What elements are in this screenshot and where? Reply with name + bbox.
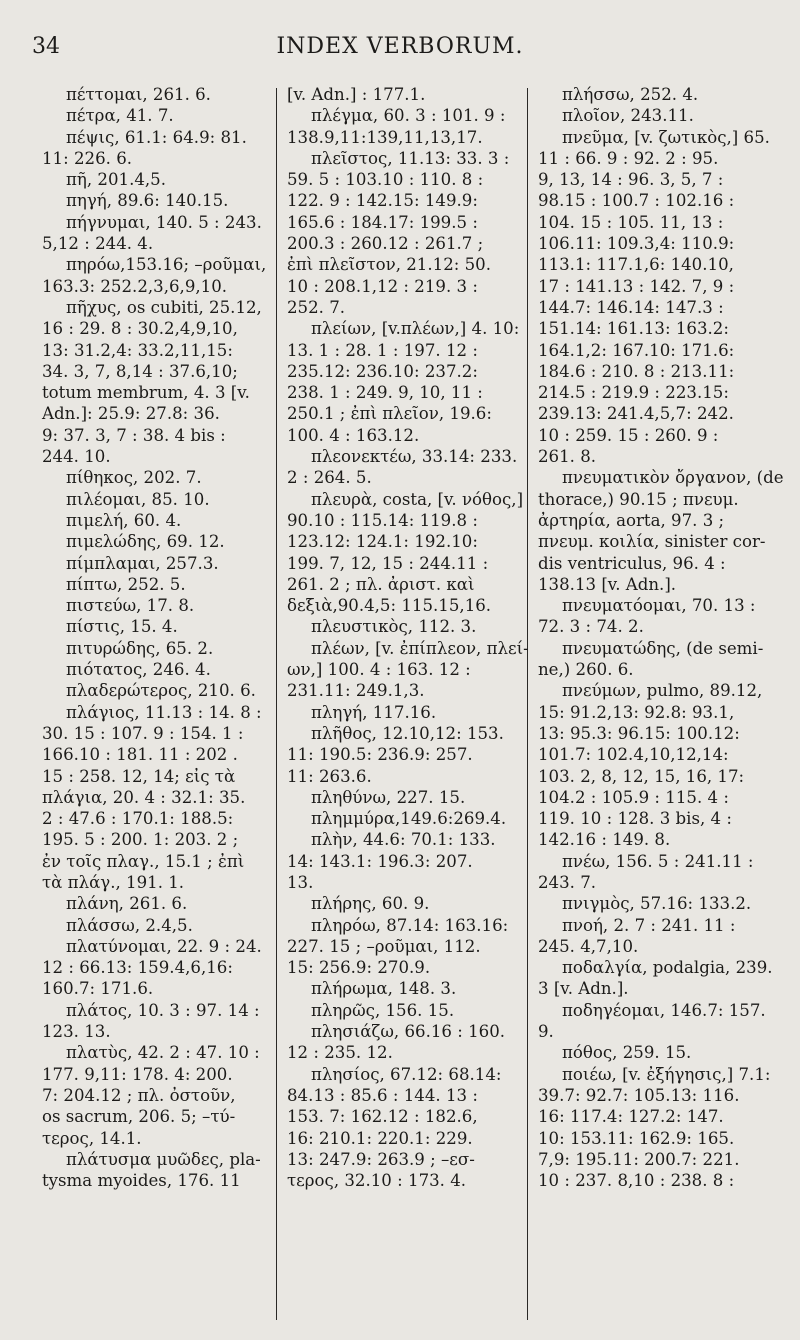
index-entry-start: πηρόω,153.16; –ροῦμαι, — [66, 255, 267, 275]
index-entry-continuation: 10 : 237. 8,10 : 238. 8 : — [538, 1171, 735, 1191]
index-entry-continuation: 12 : 235. 12. — [287, 1043, 393, 1063]
index-entry-start: πέψις, 61.1: 64.9: 81. — [66, 127, 247, 147]
index-entry-start: πέτρα, 41. 7. — [66, 106, 174, 126]
index-entry-continuation: 160.7: 171.6. — [42, 979, 154, 999]
index-entry-continuation: 3 [v. Adn.]. — [538, 979, 629, 999]
index-entry-continuation: 104.2 : 105.9 : 115. 4 : — [538, 787, 729, 807]
index-entry-continuation: 238. 1 : 249. 9, 10, 11 : — [287, 383, 483, 403]
index-entry-continuation: 200.3 : 260.12 : 261.7 ; — [287, 234, 484, 254]
index-entry-start: πλέγμα, 60. 3 : 101. 9 : — [311, 106, 506, 126]
index-entry-continuation: 2 : 47.6 : 170.1: 188.5: — [42, 809, 234, 829]
column-rule — [276, 88, 277, 1320]
index-entry-start: πλῆθος, 12.10,12: 153. — [311, 723, 504, 743]
index-entry-continuation: 10 : 208.1,12 : 219. 3 : — [287, 276, 478, 296]
index-entry-start: πλὴν, 44.6: 70.1: 133. — [311, 830, 496, 850]
index-entry-continuation: 164.1,2: 167.10: 171.6: — [538, 340, 735, 360]
index-entry-start: πλάτος, 10. 3 : 97. 14 : — [66, 1000, 260, 1020]
index-entry-continuation: πνευμ. κοιλία, sinister cor- — [538, 532, 766, 552]
page-header — [0, 34, 800, 68]
index-entry-continuation: 59. 5 : 103.10 : 110. 8 : — [287, 170, 484, 190]
index-entry-start: πηγή, 89.6: 140.15. — [66, 191, 229, 211]
index-entry-start: πληθύνω, 227. 15. — [311, 787, 466, 807]
index-entry-start: πέττομαι, 261. 6. — [66, 85, 211, 104]
index-entry-continuation: 122. 9 : 142.15: 149.9: — [287, 191, 478, 211]
index-entry-start: πληγή, 117.16. — [311, 702, 437, 722]
index-entry-continuation: 138.9,11:139,11,13,17. — [287, 127, 483, 147]
index-entry-start: πίπτω, 252. 5. — [66, 574, 186, 594]
index-entry-start: πλεῖστος, 11.13: 33. 3 : — [311, 148, 510, 168]
index-entry-continuation: 15: 91.2,13: 92.8: 93.1, — [538, 702, 735, 722]
index-entry-continuation: 11: 263.6. — [287, 766, 372, 786]
index-entry-continuation: 7: 204.12 ; πλ. ὀστοῦν, — [42, 1085, 236, 1105]
index-entry-start: πληρῶς, 156. 15. — [311, 1000, 455, 1020]
index-entry-start: πνεῦμα, [v. ζωτικὸς,] 65. — [562, 127, 770, 147]
index-entry-continuation: 9: 37. 3, 7 : 38. 4 bis : — [42, 425, 226, 445]
index-entry-continuation: 235.12: 236.10: 237.2: — [287, 361, 478, 381]
index-entry-continuation: 72. 3 : 74. 2. — [538, 617, 644, 637]
index-entry-start: πλαδερώτερος, 210. 6. — [66, 681, 256, 701]
index-entry-start: πλήρωμα, 148. 3. — [311, 979, 457, 999]
index-entry-continuation: 14: 143.1: 196.3: 207. — [287, 851, 473, 871]
index-entry-continuation: os sacrum, 206. 5; –τύ- — [42, 1107, 236, 1127]
index-entry-continuation: tysma myoides, 176. 11 — [42, 1171, 241, 1191]
index-entry-start: πνευματόομαι, 70. 13 : — [562, 596, 756, 616]
index-entry-start: πλατὺς, 42. 2 : 47. 10 : — [66, 1043, 260, 1063]
index-entry-continuation: 9. — [538, 1022, 554, 1042]
index-entry-continuation: τερος, 32.10 : 173. 4. — [287, 1171, 467, 1191]
index-entry-continuation: 15 : 258. 12, 14; εἰς τὰ — [42, 766, 236, 786]
index-entry-start: πνέω, 156. 5 : 241.11 : — [562, 851, 754, 871]
index-entry-continuation: 16: 210.1: 220.1: 229. — [287, 1128, 473, 1148]
index-entry-start: πήγνυμαι, 140. 5 : 243. — [66, 212, 262, 232]
index-entry-start: πλατύνομαι, 22. 9 : 24. — [66, 936, 262, 956]
index-entry-start: πίθηκος, 202. 7. — [66, 468, 202, 488]
index-entry-continuation: 261. 8. — [538, 447, 597, 467]
index-column-3 — [538, 84, 784, 1191]
index-entry-continuation: 153. 7: 162.12 : 182.6, — [287, 1107, 478, 1127]
index-entry-start: πῆχυς, os cubiti, 25.12, — [66, 297, 262, 317]
index-entry-continuation: 10: 153.11: 162.9: 165. — [538, 1128, 735, 1148]
index-entry-start: πλέων, [v. ἐπίπλεον, πλεί- — [311, 638, 529, 658]
index-entry-continuation: 2 : 264. 5. — [287, 468, 372, 488]
index-entry-start: πιμελή, 60. 4. — [66, 510, 182, 530]
index-entry-start: πλήρης, 60. 9. — [311, 894, 430, 914]
running-title: INDEX VERBORUM. — [276, 34, 524, 59]
index-entry-continuation: 16 : 29. 8 : 30.2,4,9,10, — [42, 319, 238, 339]
index-entry-continuation: 11: 190.5: 236.9: 257. — [287, 745, 473, 765]
index-entry-continuation: πλάγια, 20. 4 : 32.1: 35. — [42, 787, 246, 807]
index-entry-start: πλήσσω, 252. 4. — [562, 85, 699, 104]
index-entry-start: πλάγιος, 11.13 : 14. 8 : — [66, 702, 262, 722]
index-entry-start: πιότατος, 246. 4. — [66, 660, 211, 680]
index-entry-continuation: 98.15 : 100.7 : 102.16 : — [538, 191, 735, 211]
index-entry-continuation: 11: 226. 6. — [42, 148, 133, 168]
index-entry-continuation: ἐπὶ πλεῖστον, 21.12: 50. — [287, 255, 492, 275]
index-entry-start: πλοῖον, 243.11. — [562, 106, 694, 126]
index-entry-continuation: 104. 15 : 105. 11, 13 : — [538, 212, 724, 232]
index-entry-continuation: thorace,) 90.15 ; πνευμ. — [538, 489, 739, 509]
index-entry-continuation: 15: 256.9: 270.9. — [287, 958, 431, 978]
index-entry-continuation: 166.10 : 181. 11 : 202 . — [42, 745, 238, 765]
index-entry-continuation: totum membrum, 4. 3 [v. — [42, 383, 250, 403]
index-entry-start: πνοή, 2. 7 : 241. 11 : — [562, 915, 736, 935]
index-entry-continuation: 106.11: 109.3,4: 110.9: — [538, 234, 735, 254]
index-entry-continuation: 119. 10 : 128. 3 bis, 4 : — [538, 809, 732, 829]
index-entry-continuation: 245. 4,7,10. — [538, 936, 639, 956]
index-column-1 — [42, 84, 270, 1191]
index-entry-continuation: ων,] 100. 4 : 163. 12 : — [287, 660, 471, 680]
index-entry-continuation: τερος, 14.1. — [42, 1128, 142, 1148]
index-entry-continuation: 16: 117.4: 127.2: 147. — [538, 1107, 724, 1127]
index-entry-continuation: 17 : 141.13 : 142. 7, 9 : — [538, 276, 735, 296]
index-entry-start: πλεονεκτέω, 33.14: 233. — [311, 447, 518, 467]
index-entry-continuation: [v. Adn.] : 177.1. — [287, 85, 426, 104]
index-entry-start: πίστις, 15. 4. — [66, 617, 178, 637]
index-column-2 — [287, 84, 529, 1191]
index-entry-continuation: 261. 2 ; πλ. ἀριστ. καὶ — [287, 574, 475, 594]
index-entry-continuation: 34. 3, 7, 8,14 : 37.6,10; — [42, 361, 238, 381]
index-entry-continuation: 90.10 : 115.14: 119.8 : — [287, 510, 478, 530]
index-entry-continuation: 13: 95.3: 96.15: 100.12: — [538, 723, 740, 743]
index-entry-start: πλείων, [v.πλέων,] 4. 10: — [311, 319, 520, 339]
index-entry-continuation: 177. 9,11: 178. 4: 200. — [42, 1064, 233, 1084]
index-entry-continuation: 13: 247.9: 263.9 ; –εσ- — [287, 1149, 475, 1169]
column-rule — [527, 88, 528, 1320]
index-entry-continuation: 100. 4 : 163.12. — [287, 425, 420, 445]
index-entry-continuation: 165.6 : 184.17: 199.5 : — [287, 212, 478, 232]
index-entry-continuation: 250.1 ; ἐπὶ πλεῖον, 19.6: — [287, 404, 492, 424]
index-entry-continuation: 252. 7. — [287, 297, 346, 317]
index-entry-start: πλησίος, 67.12: 68.14: — [311, 1064, 502, 1084]
index-entry-continuation: 39.7: 92.7: 105.13: 116. — [538, 1085, 740, 1105]
index-entry-start: πιμελώδης, 69. 12. — [66, 532, 225, 552]
index-entry-continuation: δεξιὰ,90.4,5: 115.15,16. — [287, 596, 492, 616]
index-entry-start: πιστεύω, 17. 8. — [66, 596, 195, 616]
index-entry-continuation: ἐν τοῖς πλαγ., 15.1 ; ἐπὶ — [42, 851, 245, 871]
index-entry-continuation: τὰ πλάγ., 191. 1. — [42, 872, 185, 892]
index-entry-start: πνευματικὸν ὄργανον, (de — [562, 468, 784, 488]
index-entry-start: ποδηγέομαι, 146.7: 157. — [562, 1000, 766, 1020]
index-entry-start: πλάσσω, 2.4,5. — [66, 915, 193, 935]
index-entry-continuation: 231.11: 249.1,3. — [287, 681, 425, 701]
index-entry-start: πιλέομαι, 85. 10. — [66, 489, 210, 509]
index-entry-continuation: 123. 13. — [42, 1022, 111, 1042]
index-entry-continuation: 10 : 259. 15 : 260. 9 : — [538, 425, 719, 445]
index-entry-continuation: 199. 7, 12, 15 : 244.11 : — [287, 553, 489, 573]
index-entry-start: πληρόω, 87.14: 163.16: — [311, 915, 509, 935]
index-entry-start: πίμπλαμαι, 257.3. — [66, 553, 219, 573]
index-entry-continuation: 123.12: 124.1: 192.10: — [287, 532, 478, 552]
index-entry-continuation: 227. 15 ; –ροῦμαι, 112. — [287, 936, 481, 956]
index-entry-continuation: 5,12 : 244. 4. — [42, 234, 154, 254]
index-entry-start: πλευρὰ, costa, [v. νόθος,] — [311, 489, 524, 509]
index-entry-continuation: 103. 2, 8, 12, 15, 16, 17: — [538, 766, 745, 786]
index-entry-continuation: 244. 10. — [42, 447, 111, 467]
index-entry-start: πλάτυσμα μυῶδες, pla- — [66, 1149, 261, 1169]
index-entry-start: πλημμύρα,149.6:269.4. — [311, 809, 507, 829]
index-entry-continuation: 12 : 66.13: 159.4,6,16: — [42, 958, 233, 978]
index-entry-continuation: 239.13: 241.4,5,7: 242. — [538, 404, 734, 424]
index-entry-continuation: ne,) 260. 6. — [538, 660, 634, 680]
index-entry-continuation: 142.16 : 149. 8. — [538, 830, 671, 850]
page-number: 34 — [32, 34, 60, 59]
index-entry-start: πνευματώδης, (de semi- — [562, 638, 764, 658]
index-entry-start: πλάνη, 261. 6. — [66, 894, 188, 914]
index-entry-continuation: dis ventriculus, 96. 4 : — [538, 553, 726, 573]
index-entry-continuation: 30. 15 : 107. 9 : 154. 1 : — [42, 723, 244, 743]
index-entry-start: πιτυρώδης, 65. 2. — [66, 638, 214, 658]
index-entry-continuation: ἀρτηρία, aorta, 97. 3 ; — [538, 510, 725, 530]
index-entry-start: ποιέω, [v. ἐξήγησις,] 7.1: — [562, 1064, 771, 1084]
index-entry-start: πόθος, 259. 15. — [562, 1043, 692, 1063]
index-entry-continuation: 163.3: 252.2,3,6,9,10. — [42, 276, 228, 296]
index-entry-continuation: 243. 7. — [538, 872, 597, 892]
index-entry-continuation: 151.14: 161.13: 163.2: — [538, 319, 729, 339]
index-entry-continuation: 9, 13, 14 : 96. 3, 5, 7 : — [538, 170, 724, 190]
index-entry-continuation: 214.5 : 219.9 : 223.15: — [538, 383, 729, 403]
index-entry-start: πλευστικὸς, 112. 3. — [311, 617, 477, 637]
index-entry-continuation: 101.7: 102.4,10,12,14: — [538, 745, 729, 765]
index-entry-continuation: 195. 5 : 200. 1: 203. 2 ; — [42, 830, 239, 850]
index-entry-continuation: Adn.]: 25.9: 27.8: 36. — [42, 404, 220, 424]
index-entry-start: ποδαλγία, podalgia, 239. — [562, 958, 773, 978]
index-entry-continuation: 13. 1 : 28. 1 : 197. 12 : — [287, 340, 478, 360]
index-entry-start: πνεύμων, pulmo, 89.12, — [562, 681, 763, 701]
index-entry-continuation: 84.13 : 85.6 : 144. 13 : — [287, 1085, 478, 1105]
index-entry-continuation: 13: 31.2,4: 33.2,11,15: — [42, 340, 233, 360]
index-entry-continuation: 13. — [287, 872, 314, 892]
index-entry-continuation: 7,9: 195.11: 200.7: 221. — [538, 1149, 740, 1169]
index-entry-continuation: 113.1: 117.1,6: 140.10, — [538, 255, 734, 275]
index-entry-continuation: 11 : 66. 9 : 92. 2 : 95. — [538, 148, 719, 168]
index-entry-continuation: 184.6 : 210. 8 : 213.11: — [538, 361, 735, 381]
index-entry-continuation: 144.7: 146.14: 147.3 : — [538, 297, 724, 317]
index-entry-start: πνιγμὸς, 57.16: 133.2. — [562, 894, 752, 914]
index-entry-start: πῆ, 201.4,5. — [66, 170, 167, 190]
index-entry-start: πλησιάζω, 66.16 : 160. — [311, 1022, 506, 1042]
index-entry-continuation: 138.13 [v. Adn.]. — [538, 574, 677, 594]
